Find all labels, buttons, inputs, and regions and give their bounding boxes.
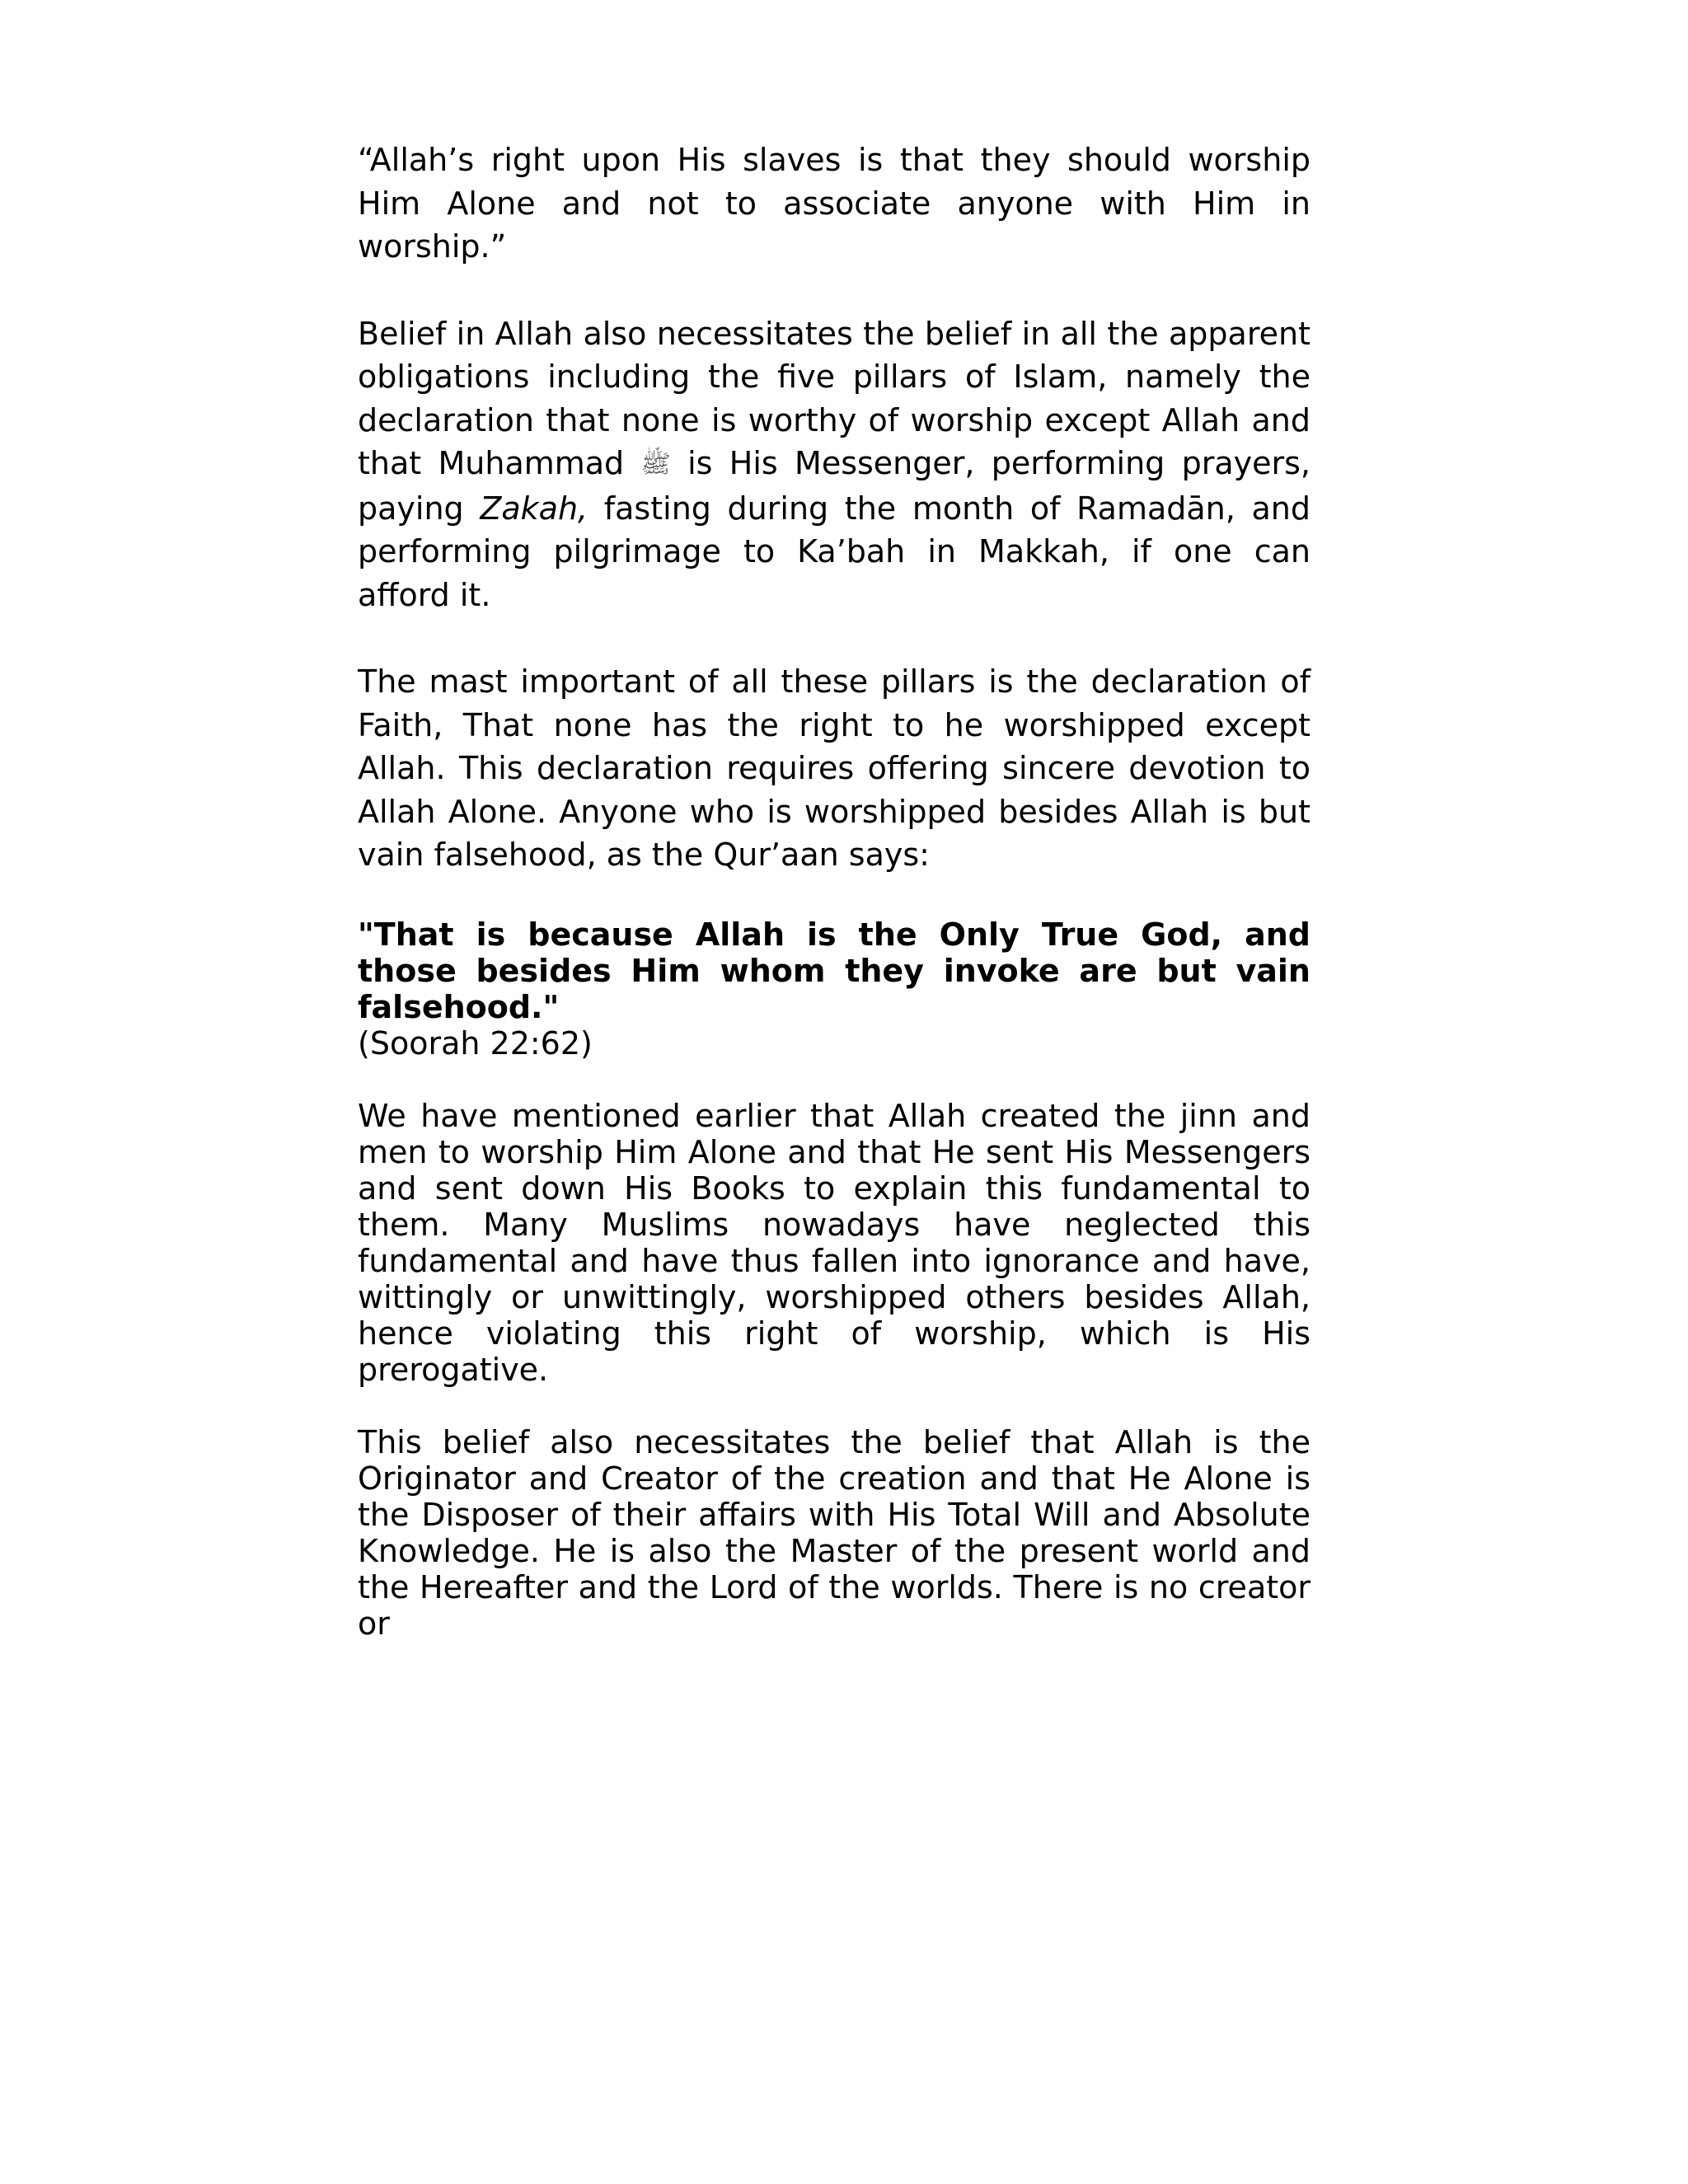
document-page — [358, 138, 1311, 1642]
quran-reference: (Soorah 22:62) — [358, 1024, 593, 1062]
paragraph-worship: We have mentioned earlier that Allah created the jinn and men to worship Him Alone and that He sent His Messengers and sent down His Books to explain this fundamental to them. Many Muslims nowadays have neglected this fundamental and have thus fallen into ignorance and have, wittingly or unwittingly, worshipped others besides Allah, hence violating this right of worship, which is His prerogative. — [358, 1097, 1311, 1388]
paragraph-pillars — [358, 312, 1311, 617]
salawat-honorific-icon: ﷺ — [640, 450, 671, 479]
zakah-term: Zakah, — [480, 490, 588, 527]
paragraph-pillars-text-c: fasting during the month of Ramadān, and performing pilgrimage to Ka’bah in Makkah, if one can afford it. — [358, 490, 1311, 613]
paragraph-pillars-text-a: Belief in Allah also necessitates the belief in all the apparent obligations including the five pillars of Islam, namely the declaration that none is worthy of worship except Allah and that Muhammad — [358, 315, 1311, 481]
paragraph-creator: This belief also necessitates the belief that Allah is the Originator and Creator of the creation and that He Alone is the Disposer of their affairs with His Total Will and Absolute Knowledge. He is also the Master of the present world and the Hereafter and the Lord of the worlds. There is no creator or — [358, 1423, 1311, 1642]
paragraph-pillars-text-b: is His Messenger, performing prayers, paying — [358, 445, 1311, 527]
quran-quote: "That is because Allah is the Only True God, and those besides Him whom they invoke are but vain falsehood." — [358, 916, 1311, 1025]
paragraph-declaration: The mast important of all these pillars is the declaration of Faith, That none has the right to he worshipped except Allah. This declaration requires offering sincere devotion to Allah Alone. Anyone who is worshipped besides Allah is but vain falsehood, as the Qur’aan says: — [358, 663, 1311, 873]
paragraph-hadith: “Allah’s right upon His slaves is that they should worship Him Alone and not to associate anyone with Him in worship.” — [358, 142, 1311, 265]
